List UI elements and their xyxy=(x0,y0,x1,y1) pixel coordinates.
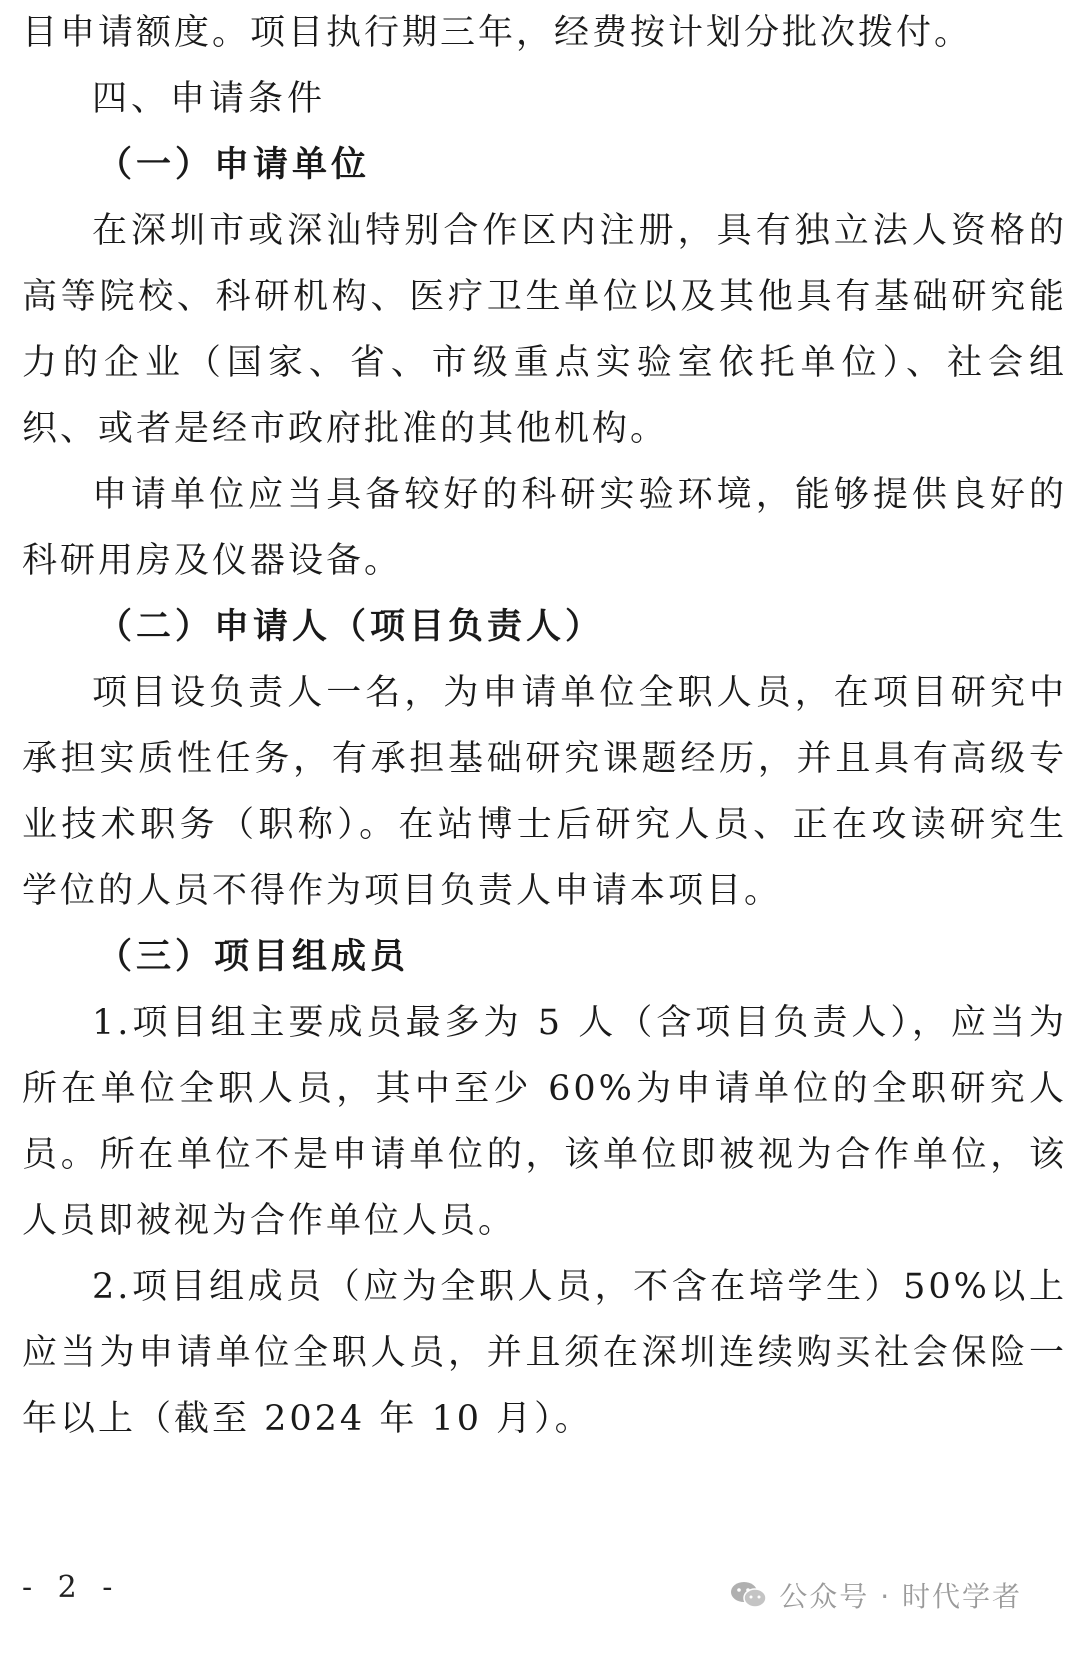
section-heading-conditions: 四、申请条件 xyxy=(92,79,327,119)
paragraph-unit-eligibility: 在深圳市或深汕特别合作区内注册，具有独立法人资格的高等院校、科研机构、医疗卫生单位以及其他具有基础研究能力的企业（国家、省、市级重点实验室依托单位）、社会组织、或者是经市政府批准的其他机构。 xyxy=(22,211,1067,449)
paragraph-unit-environment: 申请单位应当具备较好的科研实验环境，能够提供良好的科研用房及仪器设备。 xyxy=(22,475,1067,581)
watermark-text: 公众号 · 时代学者 xyxy=(779,1580,1022,1613)
wechat-icon xyxy=(729,1580,769,1610)
subheading-applicant-person: （二）申请人（项目负责人） xyxy=(97,606,605,647)
subheading-team-members: （三）项目组成员 xyxy=(97,936,410,977)
paragraph-members-rule-2: 2.项目组成员（应为全职人员，不含在培学生）50%以上应当为申请单位全职人员，并且须在深圳连续购买社会保险一年以上（截至 2024 年 10 月）。 xyxy=(22,1267,1067,1439)
subheading-applicant-unit: （一）申请单位 xyxy=(97,144,371,185)
paragraph-applicant-requirements: 项目设负责人一名，为申请单位全职人员，在项目研究中承担实质性任务，有承担基础研究课题经历，并且具有高级专业技术职务（职称）。在站博士后研究人员、正在攻读研究生学位的人员不得作为项目负责人申请本项目。 xyxy=(22,673,1067,911)
page-number: - 2 - xyxy=(22,1570,121,1605)
wechat-watermark xyxy=(729,1575,1022,1615)
paragraph-members-rule-1: 1.项目组主要成员最多为 5 人（含项目负责人），应当为所在单位全职人员，其中至少 60%为申请单位的全职研究人员。所在单位不是申请单位的，该单位即被视为合作单位，该人员即被视为合作单位人员。 xyxy=(22,1003,1067,1241)
paragraph-intro-tail: 目申请额度。项目执行期三年，经费按计划分批次拨付。 xyxy=(22,13,973,53)
document-page xyxy=(22,0,1067,1452)
